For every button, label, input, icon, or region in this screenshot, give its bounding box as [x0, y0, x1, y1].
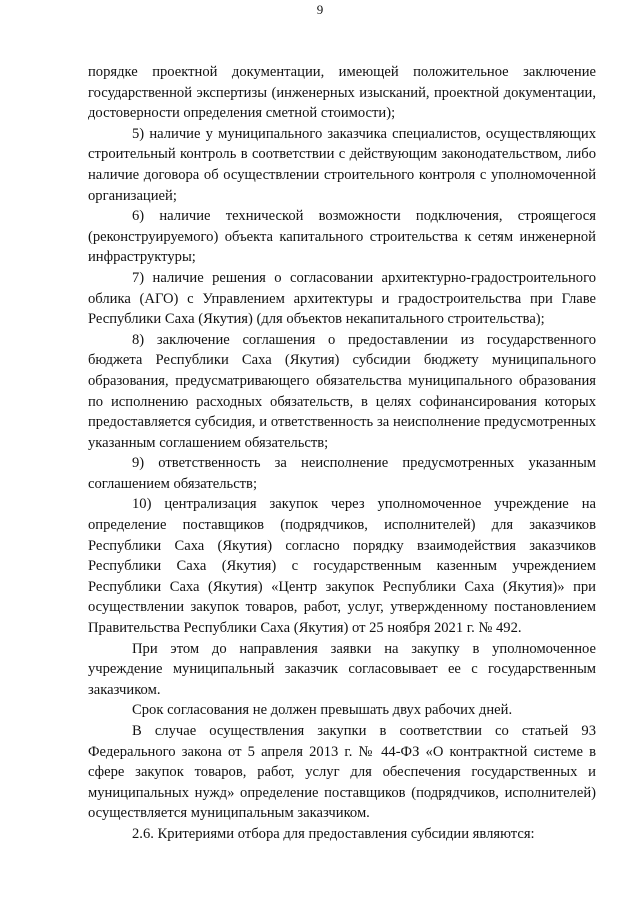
paragraph-section-2-6: 2.6. Критериями отбора для предоставления субсидии являются:: [132, 825, 535, 842]
paragraph-approval-note: При этом до направления заявки на закупку в уполномоченное учреждение муниципальный заказчик согласовывает ее с государственным заказчиком.: [88, 640, 596, 698]
paragraph-item-6: 6) наличие технической возможности подключения, строящегося (реконструируемого) объекта капитального строительства к сетям инженерной инфраструктуры;: [88, 208, 596, 266]
paragraph-item-9: 9) ответственность за неисполнение предусмотренных указанным соглашением обязательств;: [88, 455, 596, 492]
paragraph-article-93: В случае осуществления закупки в соответствии со статьей 93 Федерального закона от 5 апреля 2013 г. № 44-ФЗ «О контрактной системе в сфере закупок товаров, работ, услуг для обеспечения государственных и муниципальных нужд» определение поставщиков (подрядчиков, исполнителей) осуществляется муниципальным заказчиком.: [88, 723, 596, 822]
page-number: 9: [316, 2, 324, 17]
paragraph-approval-deadline: Срок согласования не должен превышать двух рабочих дней.: [132, 702, 513, 719]
paragraph-item-7: 7) наличие решения о согласовании архитектурно-градостроительного облика (АГО) с Управлением архитектуры и градостроительства при Главе Республики Саха (Якутия) (для объектов некапитального строительства);: [88, 269, 596, 328]
paragraph-item-8: 8) заключение соглашения о предоставлении из государственного бюджета Республики Саха (Якутия) субсидии бюджету муниципального образования, предусматривающего обязательства муниципального образования по исполнению расходных обязательств, в целях софинансирования которых предоставляется субсидия, и ответственность за неисполнение предусмотренных указанным соглашением обязательств;: [88, 331, 596, 451]
document-body: [88, 62, 596, 845]
paragraph-continuation: порядке проектной документации, имеющей положительное заключение государственной экспертизы (инженерных изысканий, проектной документации, достоверности определения сметной стоимости);: [88, 64, 596, 122]
paragraph-item-5: 5) наличие у муниципального заказчика специалистов, осуществляющих строительный контроль в соответствии с действующим законодательством, либо наличие договора об осуществлении строительного контроля с уполномоченной организацией;: [88, 125, 596, 204]
paragraph-item-10: 10) централизация закупок через уполномоченное учреждение на определение поставщиков (подрядчиков, исполнителей) для заказчиков Республики Саха (Якутия) согласно порядку взаимодействия заказчиков Республики Саха (Якутия) с государственным казенным учреждением Республики Саха (Якутия) «Центр закупок Республики Саха (Якутия)» при осуществлении закупок товаров, работ, услуг, утвержденному постановлением Правительства Республики Саха (Якутия) от 25 ноября 2021 г. № 492.: [88, 496, 596, 637]
